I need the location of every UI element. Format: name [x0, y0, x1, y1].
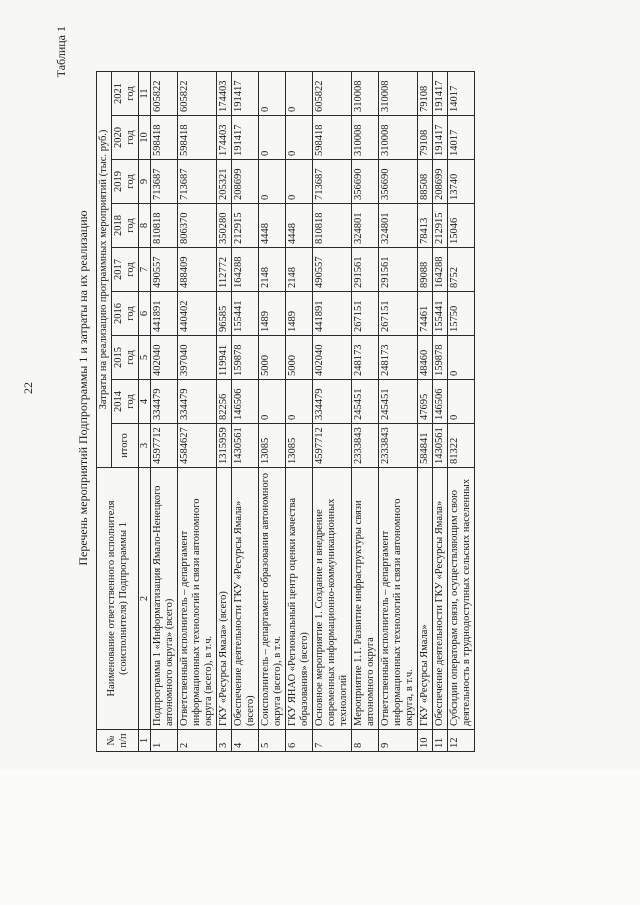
- table-number: Таблица 1: [54, 26, 68, 78]
- row-year-value: 212915: [433, 204, 448, 248]
- row-year-value: 605822: [151, 72, 178, 116]
- row-year-value: 79108: [418, 72, 433, 116]
- row-year-value: 119941: [217, 336, 232, 380]
- table-row: [379, 72, 418, 752]
- row-year-value: 397040: [178, 336, 217, 380]
- row-total: 1430561: [433, 424, 448, 468]
- column-number: 8: [139, 204, 151, 248]
- row-year-value: 212915: [232, 204, 259, 248]
- row-year-value: 440402: [178, 292, 217, 336]
- row-name: Ответственный исполнитель – департамент информационных технологий и связи автономного округа, в т.ч.: [379, 468, 418, 730]
- table-row: [352, 72, 379, 752]
- column-numbers-row: [139, 72, 151, 752]
- header-year: 2018 год: [112, 204, 139, 248]
- row-year-value: 0: [286, 380, 313, 424]
- row-year-value: 0: [448, 380, 475, 424]
- header-total: итого: [112, 424, 139, 468]
- row-year-value: 159878: [433, 336, 448, 380]
- column-number: 4: [139, 380, 151, 424]
- row-year-value: 0: [286, 116, 313, 160]
- row-total: 2333843: [352, 424, 379, 468]
- row-year-value: 490557: [151, 248, 178, 292]
- row-year-value: 2148: [259, 248, 286, 292]
- row-year-value: 402040: [151, 336, 178, 380]
- row-year-value: 810818: [313, 204, 352, 248]
- table-row: [217, 72, 232, 752]
- row-year-value: 334479: [313, 380, 352, 424]
- row-number: 7: [313, 730, 352, 752]
- row-year-value: 191417: [232, 72, 259, 116]
- row-name: Обеспечение деятельности ГКУ «Ресурсы Ямала»: [433, 468, 448, 730]
- row-year-value: 191417: [433, 72, 448, 116]
- row-year-value: 310008: [379, 72, 418, 116]
- table-caption: Перечень мероприятий Подпрограммы 1 и затраты на их реализацию: [76, 210, 90, 566]
- row-year-value: 0: [286, 72, 313, 116]
- row-name: Мероприятие 1.1. Развитие инфраструктуры связи автономного округа: [352, 468, 379, 730]
- row-year-value: 174403: [217, 116, 232, 160]
- row-year-value: 48460: [418, 336, 433, 380]
- row-year-value: 14017: [448, 116, 475, 160]
- header-name: Наименование ответственного исполнителя (соисполнителя) Подпрограммы 1: [97, 468, 139, 730]
- table-body: [151, 72, 475, 752]
- row-year-value: 248173: [379, 336, 418, 380]
- row-year-value: 310008: [352, 72, 379, 116]
- row-year-value: 13740: [448, 160, 475, 204]
- row-total: 4584627: [178, 424, 217, 468]
- column-number: 10: [139, 116, 151, 160]
- row-total: 2333843: [379, 424, 418, 468]
- row-number: 2: [178, 730, 217, 752]
- row-name: ГКУ «Ресурсы Ямала» (всего): [217, 468, 232, 730]
- column-number: 3: [139, 424, 151, 468]
- column-number: 5: [139, 336, 151, 380]
- rotated-document: [18, 8, 618, 768]
- header-year: 2017 год: [112, 248, 139, 292]
- row-year-value: 806370: [178, 204, 217, 248]
- row-year-value: 291561: [379, 248, 418, 292]
- header-year: 2021 год: [112, 72, 139, 116]
- page-number: 22: [21, 382, 35, 394]
- header-year: 2019 год: [112, 160, 139, 204]
- row-year-value: 713687: [178, 160, 217, 204]
- row-number: 8: [352, 730, 379, 752]
- column-number: 2: [139, 468, 151, 730]
- row-year-value: 155441: [433, 292, 448, 336]
- row-name: ГКУ ЯНАО «Региональный центр оценки качества образования» (всего): [286, 468, 313, 730]
- row-year-value: 89088: [418, 248, 433, 292]
- row-year-value: 146506: [433, 380, 448, 424]
- row-name: ГКУ «Ресурсы Ямала»: [418, 468, 433, 730]
- row-name: Соисполнитель – департамент образования автономного округа (всего), в т.ч.: [259, 468, 286, 730]
- row-year-value: 164288: [232, 248, 259, 292]
- row-year-value: 78413: [418, 204, 433, 248]
- row-year-value: 488409: [178, 248, 217, 292]
- row-year-value: 5000: [286, 336, 313, 380]
- row-total: 4597712: [313, 424, 352, 468]
- row-year-value: 402040: [313, 336, 352, 380]
- table-row: [433, 72, 448, 752]
- row-year-value: 15046: [448, 204, 475, 248]
- row-year-value: 82256: [217, 380, 232, 424]
- row-year-value: 490557: [313, 248, 352, 292]
- row-year-value: 1489: [286, 292, 313, 336]
- row-year-value: 164288: [433, 248, 448, 292]
- row-number: 9: [379, 730, 418, 752]
- row-year-value: 605822: [313, 72, 352, 116]
- row-year-value: 350280: [217, 204, 232, 248]
- row-year-value: 713687: [313, 160, 352, 204]
- row-total: 1430561: [232, 424, 259, 468]
- row-year-value: 5000: [259, 336, 286, 380]
- header-year: 2016 год: [112, 292, 139, 336]
- row-total: 1315959: [217, 424, 232, 468]
- row-year-value: 713687: [151, 160, 178, 204]
- header-year: 2015 год: [112, 336, 139, 380]
- row-year-value: 291561: [352, 248, 379, 292]
- row-year-value: 4448: [286, 204, 313, 248]
- row-year-value: 96585: [217, 292, 232, 336]
- row-year-value: 174403: [217, 72, 232, 116]
- row-year-value: 191417: [433, 116, 448, 160]
- header-year: 2020 год: [112, 116, 139, 160]
- row-year-value: 74461: [418, 292, 433, 336]
- table-row: [178, 72, 217, 752]
- row-year-value: 8752: [448, 248, 475, 292]
- table-row: [151, 72, 178, 752]
- row-year-value: 334479: [151, 380, 178, 424]
- row-year-value: 159878: [232, 336, 259, 380]
- row-year-value: 356690: [379, 160, 418, 204]
- row-number: 1: [151, 730, 178, 752]
- row-year-value: 88508: [418, 160, 433, 204]
- row-number: 10: [418, 730, 433, 752]
- row-year-value: 441891: [151, 292, 178, 336]
- row-total: 13085: [259, 424, 286, 468]
- column-number: 1: [139, 730, 151, 752]
- row-year-value: 0: [259, 380, 286, 424]
- row-year-value: 15750: [448, 292, 475, 336]
- row-number: 11: [433, 730, 448, 752]
- row-year-value: 810818: [151, 204, 178, 248]
- row-year-value: 14017: [448, 72, 475, 116]
- row-number: 3: [217, 730, 232, 752]
- row-name: Подпрограмма 1 «Информатизация Ямало-Ненецкого автономного округа» (всего): [151, 468, 178, 730]
- table-row: [259, 72, 286, 752]
- row-total: 4597712: [151, 424, 178, 468]
- row-total: 81322: [448, 424, 475, 468]
- table-row: [232, 72, 259, 752]
- row-year-value: 310008: [379, 116, 418, 160]
- row-year-value: 598418: [313, 116, 352, 160]
- row-year-value: 146506: [232, 380, 259, 424]
- row-name: Субсидии операторам связи, осуществляющим свою деятельность в труднодоступных сельских населенных: [448, 468, 475, 730]
- row-year-value: 267151: [379, 292, 418, 336]
- row-year-value: 112772: [217, 248, 232, 292]
- row-year-value: 0: [448, 336, 475, 380]
- row-year-value: 267151: [352, 292, 379, 336]
- row-year-value: 155441: [232, 292, 259, 336]
- row-total: 13085: [286, 424, 313, 468]
- row-year-value: 79108: [418, 116, 433, 160]
- row-year-value: 605822: [178, 72, 217, 116]
- column-number: 11: [139, 72, 151, 116]
- row-year-value: 191417: [232, 116, 259, 160]
- costs-table: [96, 71, 475, 752]
- column-number: 6: [139, 292, 151, 336]
- row-year-value: 598418: [178, 116, 217, 160]
- row-year-value: 0: [286, 160, 313, 204]
- row-year-value: 47695: [418, 380, 433, 424]
- row-number: 4: [232, 730, 259, 752]
- table-row: [448, 72, 475, 752]
- row-year-value: 248173: [352, 336, 379, 380]
- header-no: № п/п: [97, 730, 139, 752]
- row-name: Основное мероприятие 1. Создание и внедрение современных информационно-коммуникационных технологий: [313, 468, 352, 730]
- row-number: 5: [259, 730, 286, 752]
- row-year-value: 0: [259, 72, 286, 116]
- row-total: 584841: [418, 424, 433, 468]
- header-costs: Затраты на реализацию программных мероприятий (тыс. руб.): [97, 72, 112, 468]
- row-year-value: 324801: [352, 204, 379, 248]
- column-number: 7: [139, 248, 151, 292]
- row-year-value: 245451: [379, 380, 418, 424]
- row-year-value: 356690: [352, 160, 379, 204]
- row-number: 6: [286, 730, 313, 752]
- table-row: [418, 72, 433, 752]
- row-year-value: 441891: [313, 292, 352, 336]
- row-year-value: 598418: [151, 116, 178, 160]
- row-year-value: 2148: [286, 248, 313, 292]
- row-name: Ответственный исполнитель – департамент информационных технологий и связи автономного округа (всего), в т.ч.: [178, 468, 217, 730]
- row-year-value: 208699: [232, 160, 259, 204]
- row-year-value: 1489: [259, 292, 286, 336]
- row-year-value: 0: [259, 116, 286, 160]
- row-name: Обеспечение деятельности ГКУ «Ресурсы Ямала» (всего): [232, 468, 259, 730]
- row-year-value: 324801: [379, 204, 418, 248]
- row-year-value: 4448: [259, 204, 286, 248]
- row-number: 12: [448, 730, 475, 752]
- row-year-value: 245451: [352, 380, 379, 424]
- row-year-value: 208699: [433, 160, 448, 204]
- row-year-value: 334479: [178, 380, 217, 424]
- column-number: 9: [139, 160, 151, 204]
- table-row: [286, 72, 313, 752]
- table-row: [313, 72, 352, 752]
- scan-margin: [0, 770, 640, 905]
- header-year: 2014 год: [112, 380, 139, 424]
- row-year-value: 310008: [352, 116, 379, 160]
- row-year-value: 205321: [217, 160, 232, 204]
- row-year-value: 0: [259, 160, 286, 204]
